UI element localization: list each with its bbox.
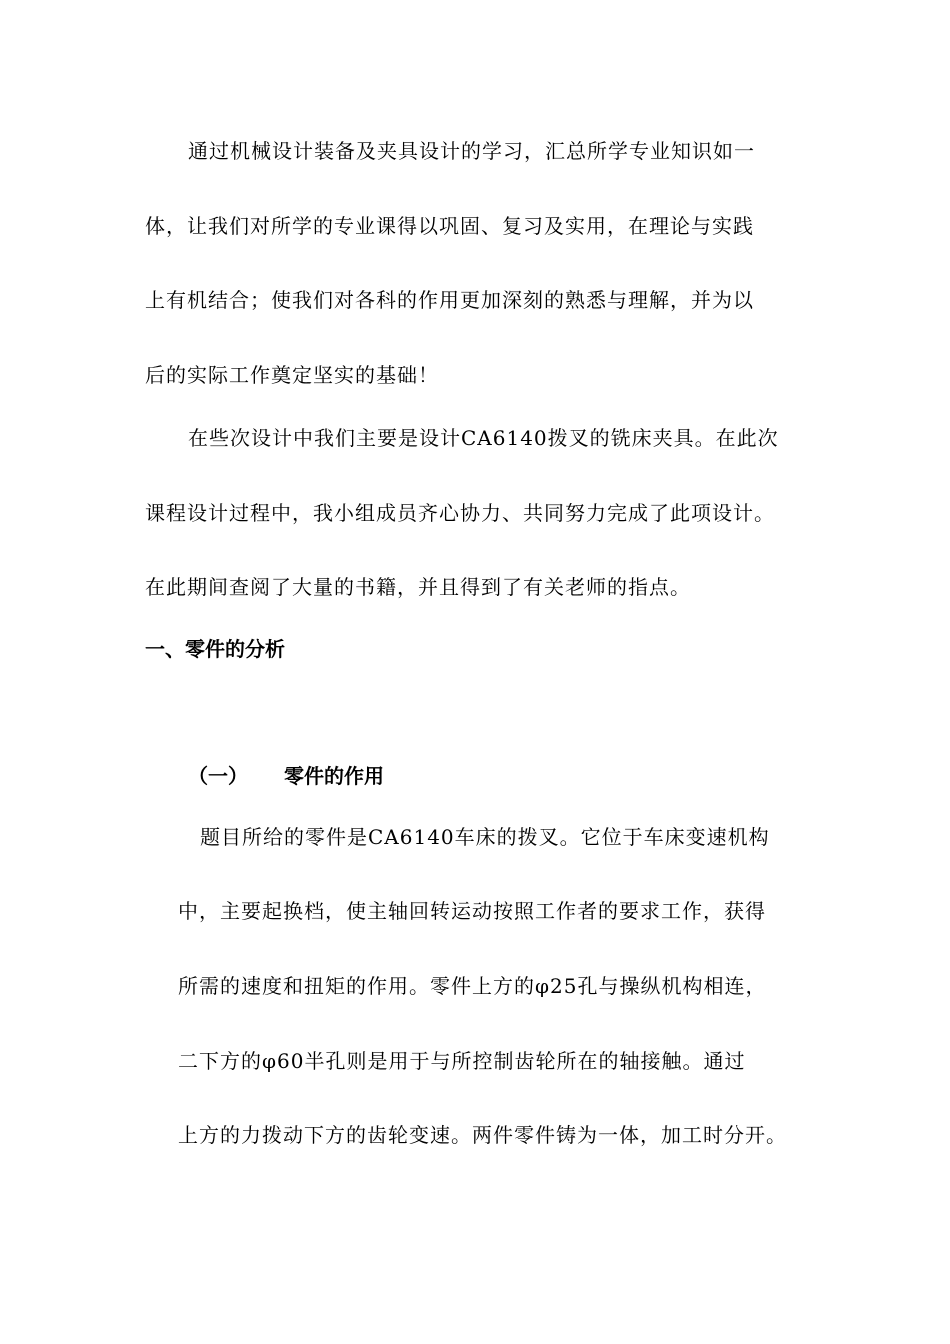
paragraph-line: 课程设计过程中，我小组成员齐心协力、共同努力完成了此项设计。 [145, 501, 775, 525]
subsection-title: 零件的作用 [284, 764, 384, 788]
subsection-number: （一） [188, 764, 248, 788]
section-heading: 一、零件的分析 [145, 637, 285, 661]
paragraph-line: 后的实际工作奠定坚实的基础！ [145, 363, 439, 387]
paragraph-line: 体，让我们对所学的专业课得以巩固、复习及实用，在理论与实践 [145, 214, 754, 238]
paragraph-line: 上有机结合；使我们对各科的作用更加深刻的熟悉与理解，并为以 [145, 288, 754, 312]
paragraph-line: 中，主要起换档，使主轴回转运动按照工作者的要求工作，获得 [178, 899, 766, 923]
paragraph-line: 所需的速度和扭矩的作用。零件上方的φ25孔与操纵机构相连， [178, 974, 767, 998]
paragraph-line: 上方的力拨动下方的齿轮变速。两件零件铸为一体，加工时分开。 [178, 1123, 787, 1147]
paragraph-line: 题目所给的零件是CA6140车床的拨叉。它位于车床变速机构 [200, 825, 770, 849]
subsection-heading [188, 762, 384, 790]
paragraph-line: 通过机械设计装备及夹具设计的学习，汇总所学专业知识如一 [188, 139, 755, 163]
paragraph-line: 在些次设计中我们主要是设计CA6140拨叉的铣床夹具。在此次 [188, 426, 779, 450]
paragraph-line: 二下方的φ60半孔则是用于与所控制齿轮所在的轴接触。通过 [178, 1049, 746, 1073]
paragraph-line: 在此期间查阅了大量的书籍，并且得到了有关老师的指点。 [145, 575, 691, 599]
